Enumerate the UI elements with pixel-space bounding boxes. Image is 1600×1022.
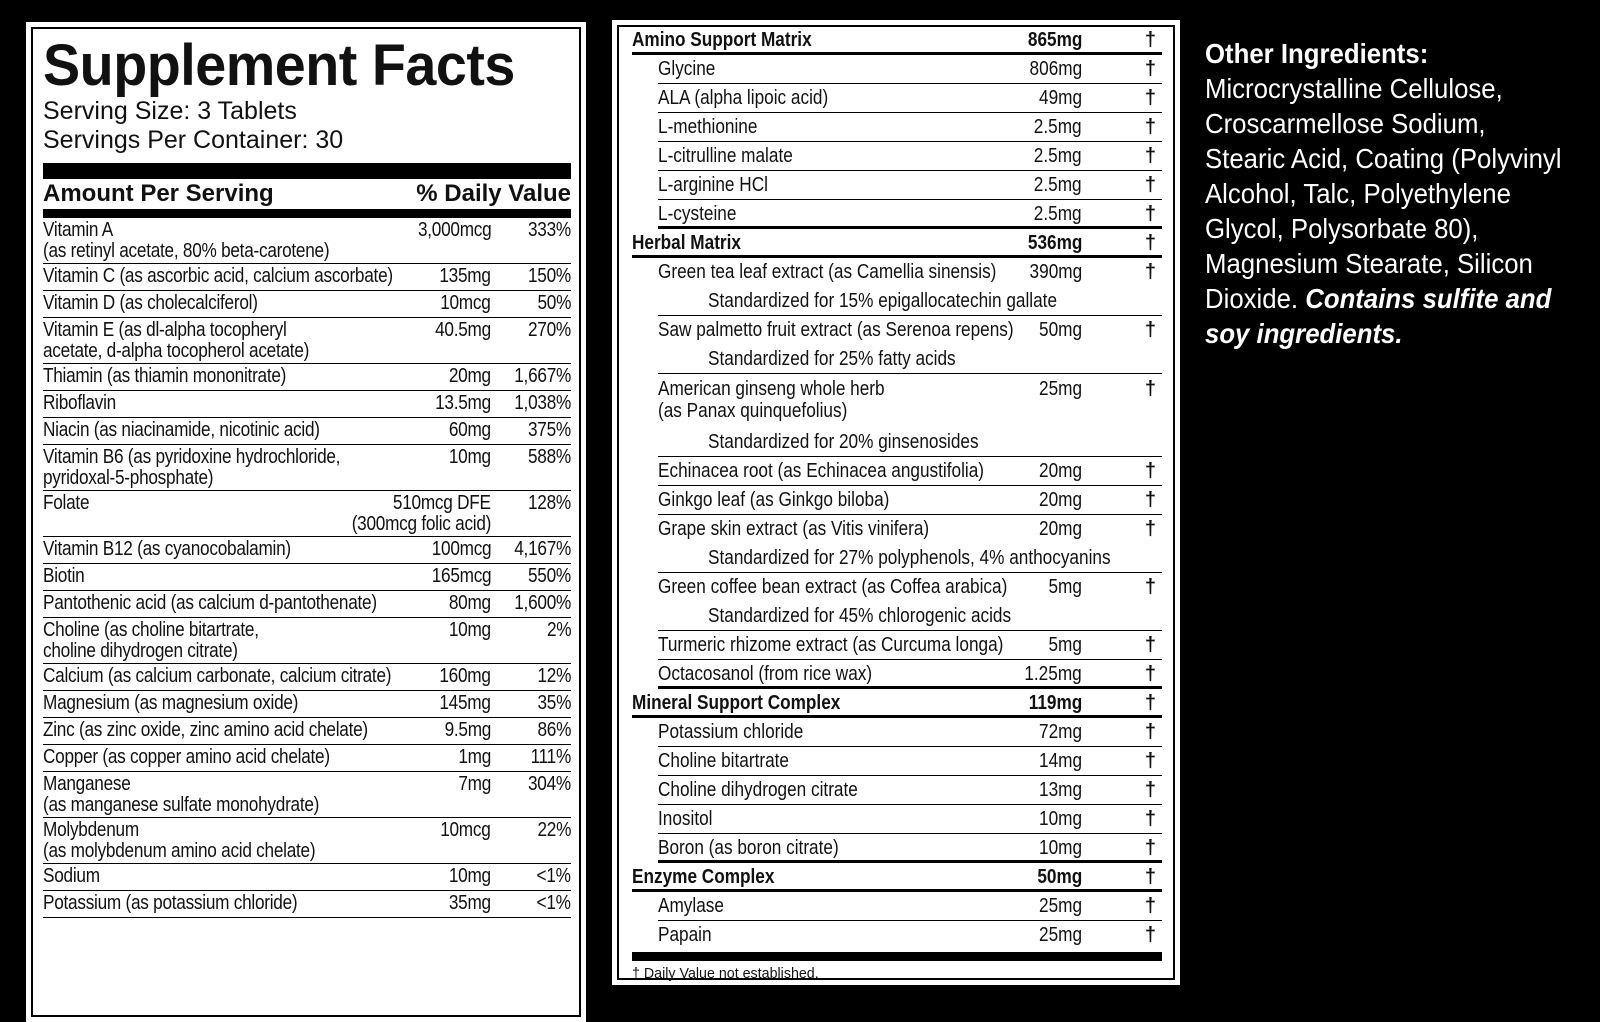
table-header: [43, 179, 571, 218]
dagger-mark: †: [1144, 692, 1156, 714]
nutrient-name: Zinc (as zinc oxide, zinc amino acid chelate): [43, 719, 368, 741]
dagger-mark: †: [1144, 779, 1156, 801]
nutrient-subtext: acetate, d-alpha tocopherol acetate): [43, 340, 310, 362]
ingredient-name: Herbal Matrix: [632, 232, 741, 254]
ingredient-amount: 72mg: [1038, 721, 1082, 743]
nutrient-list: [43, 218, 571, 918]
dagger-mark: †: [1144, 895, 1156, 917]
dagger-mark: †: [1144, 261, 1156, 283]
nutrient-name: Potassium (as potassium chloride): [43, 892, 298, 914]
ingredient-name: Grape skin extract (as Vitis vinifera): [658, 518, 930, 540]
ingredient-name: Choline dihydrogen citrate: [658, 779, 858, 801]
nutrient-row: [43, 691, 571, 718]
ingredient-amount: 390mg: [1029, 261, 1082, 283]
ingredient-amount: 1.25mg: [1024, 663, 1082, 685]
nutrient-daily-value: 4,167%: [514, 538, 571, 560]
nutrient-row: [43, 591, 571, 618]
other-ingredients-text: Microcrystalline Cellulose, Croscarmellose Sodium, Stearic Acid, Coating (Polyvinyl Alcohol, Talc, Polyethylene Glycol, Polysorbate 80), Magnesium Stearate, Silicon Dioxide.: [1205, 73, 1562, 314]
ingredient-name: American ginseng whole herb: [658, 378, 885, 400]
blend-ingredient-row: [658, 805, 1162, 834]
standardization-row: [658, 602, 1162, 631]
ingredient-name: Octacosanol (from rice wax): [658, 663, 873, 685]
standardization-row: [658, 428, 1162, 457]
ingredient-name: Enzyme Complex: [632, 866, 775, 888]
standardization-row: [658, 345, 1162, 374]
nutrient-name: Thiamin (as thiamin mononitrate): [43, 365, 287, 387]
blend-ingredient-row: [658, 747, 1162, 776]
daily-value-header: % Daily Value: [416, 180, 571, 207]
ingredient-name-cont: (as Panax quinquefolius): [658, 400, 848, 422]
other-ingredients-label: Other Ingredients:: [1205, 38, 1429, 69]
nutrient-amount: 10mcg: [440, 819, 491, 841]
nutrient-amount: 10mg: [448, 446, 491, 468]
nutrient-row: [43, 364, 571, 391]
dagger-mark: †: [1144, 203, 1156, 225]
dagger-mark: †: [1144, 924, 1156, 946]
nutrient-daily-value: 304%: [528, 773, 571, 795]
nutrient-row: [43, 445, 571, 491]
nutrient-row: [43, 564, 571, 591]
ingredient-amount: 20mg: [1038, 518, 1082, 540]
dagger-mark: †: [1144, 721, 1156, 743]
nutrient-row: [43, 718, 571, 745]
ingredient-name: Ginkgo leaf (as Ginkgo biloba): [658, 489, 890, 511]
blend-ingredient-row: [658, 515, 1162, 544]
nutrient-name: Choline (as choline bitartrate,: [43, 619, 259, 641]
nutrient-subtext: pyridoxal-5-phosphate): [43, 467, 214, 489]
dagger-mark: †: [1144, 808, 1156, 830]
nutrient-daily-value: 270%: [528, 319, 571, 341]
ingredient-amount: 25mg: [1038, 895, 1082, 917]
blend-ingredient-row: [658, 834, 1162, 863]
ingredient-name: L-arginine HCl: [658, 174, 768, 196]
ingredient-name: Amylase: [658, 895, 724, 917]
nutrient-amount: 10mcg: [440, 292, 491, 314]
nutrient-name: Vitamin B6 (as pyridoxine hydrochloride,: [43, 446, 341, 468]
nutrient-name: Copper (as copper amino acid chelate): [43, 746, 330, 768]
spacer: [43, 514, 497, 535]
nutrient-amount: 165mcg: [431, 565, 491, 587]
daily-value-footnote: † Daily Value not established.: [632, 965, 819, 982]
ingredient-amount: 13mg: [1038, 779, 1082, 801]
blend-ingredient-row: [658, 55, 1162, 84]
nutrient-name: Manganese: [43, 773, 131, 795]
dagger-mark: †: [1144, 87, 1156, 109]
nutrient-amount: 7mg: [458, 773, 491, 795]
nutrient-name: Pantothenic acid (as calcium d-pantothenate): [43, 592, 377, 614]
nutrient-daily-value: 35%: [537, 692, 571, 714]
ingredient-amount: 25mg: [1038, 924, 1082, 946]
nutrient-amount: 135mg: [439, 265, 491, 287]
blend-ingredient-row: [658, 631, 1162, 660]
nutrient-amount: 1mg: [458, 746, 491, 768]
other-ingredients: [1205, 36, 1564, 351]
blend-ingredient-row: [658, 258, 1162, 287]
ingredient-name: L-methionine: [658, 116, 758, 138]
blend-header-row: [632, 689, 1162, 718]
nutrient-row: [43, 391, 571, 418]
nutrient-row: [43, 891, 571, 918]
dagger-mark: †: [1144, 634, 1156, 656]
nutrient-name: Magnesium (as magnesium oxide): [43, 692, 299, 714]
nutrient-name: Vitamin C (as ascorbic acid, calcium ascorbate): [43, 265, 393, 287]
ingredient-amount: 865mg: [1027, 29, 1082, 51]
ingredient-amount: 49mg: [1038, 87, 1082, 109]
blend-ingredient-row: [658, 718, 1162, 747]
ingredient-name: Choline bitartrate: [658, 750, 789, 772]
blend-ingredient-row: [658, 660, 1162, 689]
servings-per-container: Servings Per Container: 30: [43, 126, 344, 154]
nutrient-row: [43, 264, 571, 291]
ingredient-name: Turmeric rhizome extract (as Curcuma longa): [658, 634, 1004, 656]
standardization-row: [658, 544, 1162, 573]
nutrient-daily-value: 128%: [528, 492, 571, 514]
blend-ingredient-row: [658, 316, 1162, 345]
amount-per-serving-header: Amount Per Serving: [43, 180, 274, 207]
nutrient-amount: 20mg: [448, 365, 491, 387]
nutrient-amount: 145mg: [439, 692, 491, 714]
nutrient-name: Folate: [43, 492, 90, 514]
dagger-mark: †: [1144, 489, 1156, 511]
ingredient-name: Inositol: [658, 808, 713, 830]
dagger-mark: †: [1144, 663, 1156, 685]
blend-ingredient-row: [658, 486, 1162, 515]
nutrient-subtext: choline dihydrogen citrate): [43, 640, 238, 662]
blend-ingredient-row: [658, 84, 1162, 113]
nutrient-daily-value: 1,600%: [514, 592, 571, 614]
nutrient-amount: 40.5mg: [435, 319, 491, 341]
nutrient-amount: 510mcg DFE: [393, 492, 491, 514]
nutrient-amount: 100mcg: [431, 538, 491, 560]
nutrient-name: Vitamin B12 (as cyanocobalamin): [43, 538, 291, 560]
blend-ingredient-row: [658, 374, 1162, 428]
ingredient-name: Mineral Support Complex: [632, 692, 841, 714]
nutrient-daily-value: 375%: [528, 419, 571, 441]
dagger-mark: †: [1144, 145, 1156, 167]
nutrient-subtext: (as retinyl acetate, 80% beta-carotene): [43, 240, 330, 262]
nutrient-daily-value: 111%: [530, 746, 571, 768]
dagger-mark: †: [1144, 378, 1156, 400]
nutrient-name: Biotin: [43, 565, 85, 587]
blend-header-row: [632, 26, 1162, 55]
nutrient-row: [43, 772, 571, 818]
panel-title: Supplement Facts: [43, 33, 515, 98]
ingredient-name: Green tea leaf extract (as Camellia sinensis): [658, 261, 997, 283]
nutrient-row: [43, 745, 571, 772]
nutrient-daily-value: 50%: [537, 292, 571, 314]
ingredient-name: Green coffee bean extract (as Coffea arabica): [658, 576, 1008, 598]
ingredient-amount: 536mg: [1027, 232, 1082, 254]
ingredient-amount: 25mg: [1038, 378, 1082, 400]
ingredient-name: L-citrulline malate: [658, 145, 793, 167]
nutrient-row: [43, 418, 571, 445]
nutrient-amount: 10mg: [448, 619, 491, 641]
dagger-mark: †: [1144, 460, 1156, 482]
nutrient-row: [43, 537, 571, 564]
nutrient-name: Niacin (as niacinamide, nicotinic acid): [43, 419, 320, 441]
ingredient-name: ALA (alpha lipoic acid): [658, 87, 829, 109]
ingredient-name: Amino Support Matrix: [632, 29, 812, 51]
blend-ingredient-row: [658, 457, 1162, 486]
ingredient-name: Standardized for 20% ginsenosides: [708, 431, 979, 453]
allergen-statement: Contains sulfite and soy ingredients.: [1205, 283, 1552, 349]
nutrient-daily-value: 588%: [528, 446, 571, 468]
nutrient-daily-value: 22%: [537, 819, 571, 841]
nutrient-daily-value: 333%: [528, 219, 571, 241]
nutrient-row: [43, 664, 571, 691]
thick-divider: [43, 163, 571, 179]
thick-divider: [632, 952, 1162, 961]
ingredient-amount: 20mg: [1038, 460, 1082, 482]
dagger-mark: †: [1144, 837, 1156, 859]
ingredient-name: Boron (as boron citrate): [658, 837, 839, 859]
nutrient-row: [43, 491, 571, 537]
serving-size: Serving Size: 3 Tablets: [43, 97, 297, 125]
dagger-mark: †: [1144, 576, 1156, 598]
ingredient-name: Standardized for 15% epigallocatechin gallate: [708, 290, 1058, 312]
nutrient-daily-value: 550%: [528, 565, 571, 587]
nutrient-subtext: (as manganese sulfate monohydrate): [43, 794, 320, 816]
ingredient-name: L-cysteine: [658, 203, 737, 225]
nutrient-daily-value: 86%: [537, 719, 571, 741]
ingredient-amount: 119mg: [1028, 692, 1082, 714]
ingredient-name: Glycine: [658, 58, 716, 80]
nutrient-name: Sodium: [43, 865, 100, 887]
nutrient-row: [43, 318, 571, 364]
ingredient-amount: 50mg: [1037, 866, 1082, 888]
ingredient-name: Echinacea root (as Echinacea angustifolia): [658, 460, 985, 482]
nutrient-daily-value: 1,038%: [514, 392, 571, 414]
nutrient-amount: 80mg: [448, 592, 491, 614]
ingredient-amount: 2.5mg: [1034, 145, 1082, 167]
ingredient-name: Standardized for 25% fatty acids: [708, 348, 956, 370]
nutrient-name: Riboflavin: [43, 392, 116, 414]
nutrient-daily-value: 1,667%: [514, 365, 571, 387]
nutrient-daily-value: 2%: [546, 619, 571, 641]
blend-ingredient-row: [658, 142, 1162, 171]
nutrient-row: [43, 618, 571, 664]
ingredient-amount: 14mg: [1038, 750, 1082, 772]
blend-ingredient-row: [658, 113, 1162, 142]
nutrient-row: [43, 218, 571, 264]
nutrient-amount: 9.5mg: [444, 719, 491, 741]
ingredient-amount: 5mg: [1048, 634, 1082, 656]
ingredient-amount: 20mg: [1038, 489, 1082, 511]
nutrient-amount: 10mg: [448, 865, 491, 887]
nutrient-name: Calcium (as calcium carbonate, calcium citrate): [43, 665, 392, 687]
blend-ingredient-row: [658, 200, 1162, 229]
nutrient-row: [43, 818, 571, 864]
nutrient-daily-value: 150%: [528, 265, 571, 287]
nutrient-row: [43, 291, 571, 318]
nutrient-row: [43, 864, 571, 891]
dagger-mark: †: [1144, 58, 1156, 80]
supplement-facts-panel: [26, 22, 586, 1022]
dagger-mark: †: [1144, 29, 1156, 51]
nutrient-name: Molybdenum: [43, 819, 139, 841]
dagger-mark: †: [1144, 518, 1156, 540]
ingredient-amount: 2.5mg: [1034, 174, 1082, 196]
dagger-mark: †: [1144, 174, 1156, 196]
nutrient-amount: 160mg: [439, 665, 491, 687]
nutrient-name: Vitamin E (as dl-alpha tocopheryl: [43, 319, 287, 341]
standardization-row: [658, 287, 1162, 316]
blend-ingredient-row: [658, 921, 1162, 950]
blends-panel: [612, 20, 1180, 985]
blend-list: [632, 26, 1162, 950]
nutrient-daily-value: 12%: [537, 665, 571, 687]
blend-header-row: [632, 863, 1162, 892]
nutrient-amount: 13.5mg: [435, 392, 491, 414]
ingredient-name: Potassium chloride: [658, 721, 804, 743]
blend-ingredient-row: [658, 573, 1162, 602]
nutrient-daily-value: <1%: [536, 892, 571, 914]
ingredient-name: Standardized for 45% chlorogenic acids: [708, 605, 1012, 627]
nutrient-name: Vitamin A: [43, 219, 114, 241]
ingredient-name: Papain: [658, 924, 712, 946]
ingredient-amount: 10mg: [1038, 808, 1082, 830]
blend-ingredient-row: [658, 171, 1162, 200]
dagger-mark: †: [1144, 750, 1156, 772]
nutrient-amount: 60mg: [448, 419, 491, 441]
dagger-mark: †: [1144, 319, 1156, 341]
blend-ingredient-row: [658, 776, 1162, 805]
ingredient-amount: 5mg: [1048, 576, 1082, 598]
ingredient-amount: 2.5mg: [1034, 203, 1082, 225]
nutrient-amount: 35mg: [448, 892, 491, 914]
nutrient-name: Vitamin D (as cholecalciferol): [43, 292, 258, 314]
ingredient-name: Standardized for 27% polyphenols, 4% anthocyanins: [708, 547, 1111, 569]
ingredient-amount: 806mg: [1029, 58, 1082, 80]
blend-header-row: [632, 229, 1162, 258]
nutrient-subtext: (as molybdenum amino acid chelate): [43, 840, 316, 862]
dagger-mark: †: [1144, 232, 1156, 254]
dagger-mark: †: [1144, 866, 1156, 888]
ingredient-amount: 10mg: [1038, 837, 1082, 859]
nutrient-amount: 3,000mcg: [417, 219, 491, 241]
ingredient-amount: 2.5mg: [1034, 116, 1082, 138]
ingredient-name: Saw palmetto fruit extract (as Serenoa repens): [658, 319, 1014, 341]
nutrient-daily-value: <1%: [536, 865, 571, 887]
dagger-mark: †: [1144, 116, 1156, 138]
nutrient-amount-note: (300mcg folic acid): [351, 513, 491, 535]
blend-ingredient-row: [658, 892, 1162, 921]
ingredient-amount: 50mg: [1038, 319, 1082, 341]
